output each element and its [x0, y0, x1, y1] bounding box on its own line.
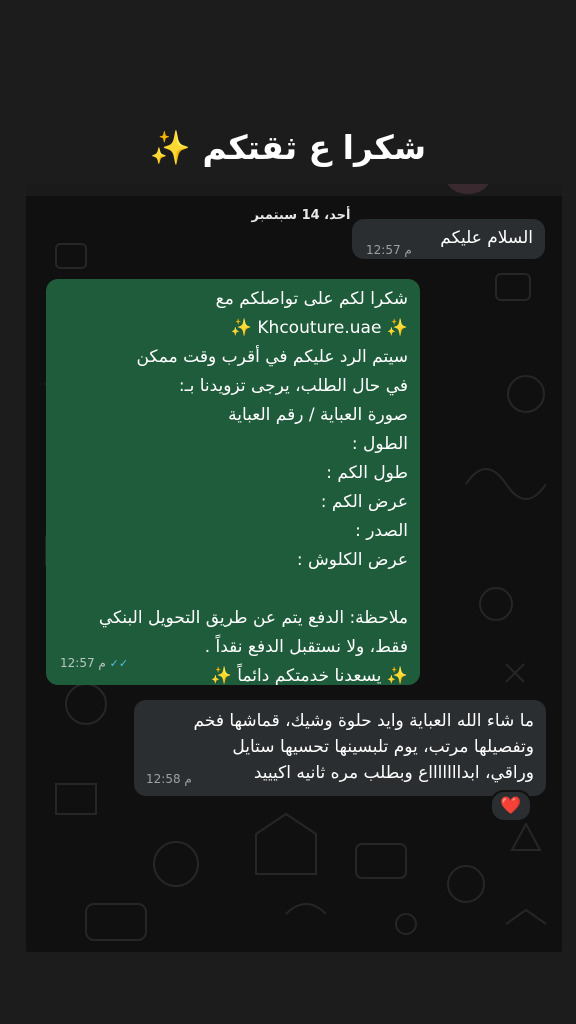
chat-screenshot — [26, 184, 562, 952]
message-time: 12:57 م — [60, 656, 106, 670]
message-time: 12:57 م — [366, 243, 412, 257]
message-bubble-review[interactable] — [134, 700, 546, 796]
message-line: سيتم الرد عليكم في أقرب وقت ممكن — [136, 347, 408, 367]
sparkles-icon: ✨ — [149, 128, 191, 167]
message-line-blank — [58, 575, 408, 604]
date-separator: أحد، 14 سبتمبر — [251, 208, 351, 223]
message-line: الطول : — [351, 434, 408, 454]
heart-reaction-icon[interactable]: ❤️ — [490, 790, 532, 822]
message-line: صورة العباية / رقم العباية — [228, 405, 408, 425]
message-time: 12:58 م — [146, 772, 192, 786]
message-meta — [60, 650, 132, 677]
message-line: طول الكم : — [326, 463, 408, 483]
story-title-text: شكرا ع ثقتكم — [202, 128, 427, 167]
message-line: في حال الطلب، يرجى تزويدنا بـ: — [178, 376, 408, 396]
message-line: عرض الكم : — [320, 492, 408, 512]
double-check-icon: ✓✓ — [109, 657, 129, 670]
message-line-brand: ✨ Khcouture.uae ✨ — [230, 318, 408, 338]
message-bubble-greeting[interactable] — [352, 219, 545, 259]
message-line: وتفصيلها مرتب، يوم تلبسينها تحسيها ستايل — [232, 737, 534, 757]
message-text: السلام عليكم — [440, 228, 533, 248]
message-line: فقط، ولا نستقبل الدفع نقداً . — [204, 637, 408, 657]
message-bubble-auto-reply[interactable] — [46, 279, 420, 685]
message-line: ما شاء الله العباية وايد حلوة وشيك، قماشها فخم — [193, 711, 534, 731]
message-line: عرض الكلوش : — [296, 550, 408, 570]
message-line: ✨ يسعدنا خدمتكم دائماً ✨ — [210, 666, 408, 686]
message-line: وراقي، ابداااااااع وبطلب مره ثانيه اكيييد — [253, 763, 534, 783]
message-line: الصدر : — [355, 521, 408, 541]
message-line: شكرا لكم على تواصلكم مع — [215, 289, 408, 309]
message-line: ملاحظة: الدفع يتم عن طريق التحويل البنكي — [98, 608, 408, 628]
story-title — [0, 128, 576, 168]
